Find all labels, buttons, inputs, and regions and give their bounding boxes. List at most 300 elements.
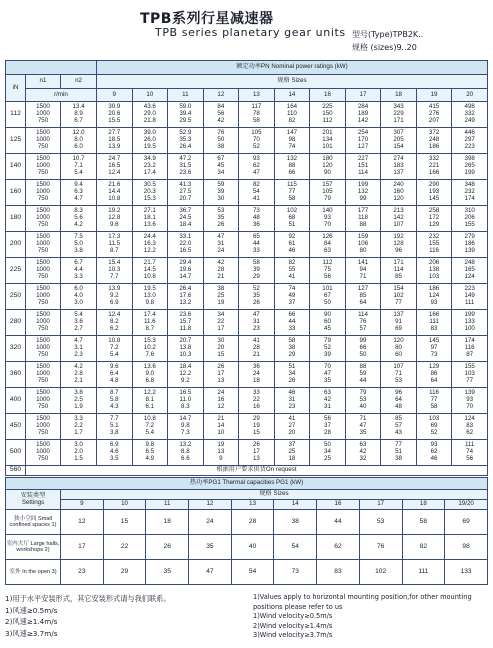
ratio-cell: 160 <box>6 180 26 206</box>
power-cell: 201 134 101 <box>310 128 346 154</box>
note-line-cn: 1)风速≥0.5m/s <box>5 605 58 615</box>
power-cell: 47 31 24 <box>203 232 239 258</box>
power-cell: 137 91 69 <box>381 310 417 336</box>
power-cell: 7.7 5.1 3.8 <box>97 414 133 440</box>
table-row <box>6 362 488 388</box>
power-cell: 17.3 11.5 8.7 <box>97 232 133 258</box>
power-cell: 155 103 77 <box>452 362 488 388</box>
n2-cell: 8.3 5.6 4.2 <box>61 206 97 232</box>
thermal-cell: 26 <box>146 535 189 560</box>
table-row <box>6 232 488 258</box>
size-col-header: 12 <box>203 89 239 102</box>
power-cell: 37 25 18 <box>274 440 310 466</box>
power-cell: 248 165 124 <box>452 258 488 284</box>
ratio-cell: 320 <box>6 336 26 362</box>
power-cell: 33.1 22.0 16.5 <box>168 232 204 258</box>
power-cell: 206 138 103 <box>416 258 452 284</box>
power-cell: 65 44 33 <box>239 232 275 258</box>
power-cell: 12.4 8.2 6.2 <box>97 310 133 336</box>
power-cell: 8.7 5.8 4.3 <box>97 388 133 414</box>
thermal-size-col-header: 16 <box>317 500 360 510</box>
power-cell: 111 74 56 <box>452 440 488 466</box>
power-cell: 15.3 10.2 7.6 <box>132 336 168 362</box>
power-cell: 66 44 33 <box>274 310 310 336</box>
power-cell: 18.4 12.2 9.2 <box>168 362 204 388</box>
power-cell: 19.2 12.8 9.6 <box>97 206 133 232</box>
power-cell: 10.8 7.2 5.4 <box>97 336 133 362</box>
thermal-cell: 102 <box>359 560 402 585</box>
power-cell: 29.4 19.6 14.7 <box>168 258 204 284</box>
n2-cell: 6.0 4.0 3.0 <box>61 284 97 310</box>
power-cell: 50 34 25 <box>310 440 346 466</box>
power-cell: 27.7 18.5 13.9 <box>97 128 133 154</box>
power-cell: 101 67 50 <box>310 284 346 310</box>
power-cell: 23.6 15.7 11.8 <box>168 310 204 336</box>
thermal-sizes-header: 规格 Sizes <box>61 490 488 500</box>
n2-cell: 10.7 7.1 5.4 <box>61 154 97 180</box>
power-cell: 279 186 139 <box>452 232 488 258</box>
power-cell: 79 52 39 <box>310 336 346 362</box>
ratings-corner <box>6 61 97 75</box>
power-cell: 290 193 145 <box>416 180 452 206</box>
size-col-header: 10 <box>132 89 168 102</box>
power-cell: 47 31 23 <box>239 310 275 336</box>
sizes-header: 规格 Sizes <box>97 75 488 89</box>
power-cell: 74 49 37 <box>274 284 310 310</box>
power-cell: 59.0 39.4 29.5 <box>168 102 204 128</box>
power-cell: 310 206 155 <box>452 206 488 232</box>
size-col-header: 20 <box>452 89 488 102</box>
thermal-table <box>5 477 488 585</box>
thermal-cell: 23 <box>61 560 104 585</box>
power-cell: 10.8 7.2 5.4 <box>132 414 168 440</box>
power-cell: 126 84 63 <box>310 232 346 258</box>
ratio-cell: 560 <box>6 466 26 476</box>
power-cell: 105 70 52 <box>239 128 275 154</box>
power-cell: 274 183 137 <box>381 154 417 180</box>
power-cell: 38 25 19 <box>203 284 239 310</box>
n2-cell: 4.7 3.1 2.3 <box>61 336 97 362</box>
power-cell: 166 111 83 <box>416 310 452 336</box>
power-cell: 20.7 13.8 10.3 <box>168 336 204 362</box>
thermal-cell: 12 <box>61 510 104 535</box>
type-info <box>352 28 423 54</box>
note-line-cn: 3)风速≥3.7m/s <box>5 628 58 638</box>
thermal-row <box>6 535 488 560</box>
power-cell: 114 76 57 <box>345 310 381 336</box>
thermal-cell: 111 <box>402 560 445 585</box>
ratio-cell: 180 <box>6 206 26 232</box>
power-cell: 112 75 56 <box>310 258 346 284</box>
power-cell: 199 133 100 <box>452 310 488 336</box>
power-cell: 186 124 93 <box>416 284 452 310</box>
power-cell: 415 276 207 <box>416 102 452 128</box>
type-label: 型号(Type)TPB2K.. <box>352 30 424 39</box>
col-in: iN <box>6 75 26 102</box>
power-cell: 17.4 11.6 8.7 <box>132 310 168 336</box>
thermal-cell: 58 <box>402 510 445 535</box>
power-cell: 41.3 27.5 20.7 <box>168 180 204 206</box>
on-request-cell: 根据用户要求供货On request <box>26 466 488 476</box>
power-cell: 15.4 10.3 7.7 <box>97 258 133 284</box>
power-cell: 26 17 13 <box>239 440 275 466</box>
power-cell: 77 51 38 <box>381 440 417 466</box>
power-cell: 96 64 48 <box>381 388 417 414</box>
table-row <box>6 206 488 232</box>
power-cell: 129 86 64 <box>416 362 452 388</box>
power-cell: 343 229 171 <box>381 102 417 128</box>
n1-cell: 1500 1000 750 <box>26 336 61 362</box>
power-cell: 132 88 66 <box>274 154 310 180</box>
power-cell: 164 110 82 <box>274 102 310 128</box>
thermal-size-col-header: 14 <box>274 500 317 510</box>
power-cell: 9.8 6.5 4.9 <box>132 440 168 466</box>
n1-cell: 1500 1000 750 <box>26 180 61 206</box>
power-cell: 159 106 80 <box>345 232 381 258</box>
col-n2: n2 <box>61 75 97 89</box>
power-cell: 93 62 46 <box>416 440 452 466</box>
n1-cell: 1500 1000 750 <box>26 128 61 154</box>
thermal-cell: 35 <box>146 560 189 585</box>
ratio-cell: 360 <box>6 362 26 388</box>
power-cell: 76 50 38 <box>203 128 239 154</box>
power-cell: 174 116 87 <box>452 336 488 362</box>
ratio-cell: 500 <box>6 440 26 466</box>
power-cell: 42 28 21 <box>203 258 239 284</box>
power-cell: 13.6 9.0 6.8 <box>132 362 168 388</box>
ratio-cell: 125 <box>6 128 26 154</box>
thermal-cell: 83 <box>317 560 360 585</box>
n2-cell: 5.4 3.6 2.7 <box>61 310 97 336</box>
power-cell: 33 22 16 <box>239 388 275 414</box>
ratings-table <box>5 60 488 476</box>
power-cell: 120 80 60 <box>381 336 417 362</box>
power-cell: 29 19 15 <box>239 414 275 440</box>
size-col-header: 16 <box>310 89 346 102</box>
n2-cell: 6.7 4.4 3.3 <box>61 258 97 284</box>
thermal-cell: 53 <box>359 510 402 535</box>
n1-cell: 1500 1000 750 <box>26 310 61 336</box>
ratio-cell: 200 <box>6 232 26 258</box>
thermal-cell: 54 <box>231 560 274 585</box>
power-cell: 82 55 41 <box>274 258 310 284</box>
col-rmin: r/min <box>26 89 97 102</box>
power-cell: 13.9 9.2 6.9 <box>97 284 133 310</box>
thermal-cell: 73 <box>274 560 317 585</box>
power-cell: 103 69 52 <box>416 414 452 440</box>
thermal-cell: 18 <box>146 510 189 535</box>
power-cell: 85 57 43 <box>381 414 417 440</box>
n2-cell: 12.0 8.0 6.0 <box>61 128 97 154</box>
thermal-size-col-header: 12 <box>189 500 232 510</box>
table-row <box>6 258 488 284</box>
power-cell: 117 78 58 <box>239 102 275 128</box>
size-col-header: 11 <box>168 89 204 102</box>
power-cell: 43.6 29.0 21.8 <box>132 102 168 128</box>
ratio-cell: 400 <box>6 388 26 414</box>
power-cell: 13.2 8.8 6.6 <box>168 440 204 466</box>
power-cell: 19.5 13.0 9.8 <box>132 284 168 310</box>
power-cell: 225 150 112 <box>310 102 346 128</box>
power-cell: 70 47 35 <box>310 362 346 388</box>
power-cell: 348 232 174 <box>452 180 488 206</box>
power-cell: 71 47 35 <box>345 414 381 440</box>
thermal-cell: 35 <box>189 535 232 560</box>
thermal-cell: 38 <box>274 510 317 535</box>
note-line-en: 3)Wind velocity≥3.7m/s <box>253 631 333 640</box>
power-cell: 63 42 32 <box>345 440 381 466</box>
power-cell: 30.9 20.6 15.5 <box>97 102 133 128</box>
power-cell: 21.7 14.5 10.8 <box>132 258 168 284</box>
setting-label: 狭小空间 Small confined spaces 1) <box>6 510 61 535</box>
power-cell: 24 16 12 <box>203 388 239 414</box>
n1-cell: 1500 1000 750 <box>26 102 61 128</box>
thermal-size-col-header: 19/20 <box>445 500 488 510</box>
thermal-cell: 28 <box>231 510 274 535</box>
power-cell: 36 24 18 <box>239 362 275 388</box>
power-cell: 46 31 23 <box>274 388 310 414</box>
power-cell: 47.2 31.5 23.6 <box>168 154 204 180</box>
power-cell: 79 53 40 <box>345 388 381 414</box>
power-cell: 154 102 77 <box>381 284 417 310</box>
power-cell: 9.6 6.4 4.8 <box>97 362 133 388</box>
n1-cell: 1500 1000 750 <box>26 388 61 414</box>
ratio-cell: 450 <box>6 414 26 440</box>
ratio-cell: 140 <box>6 154 26 180</box>
power-cell: 67 45 34 <box>203 154 239 180</box>
thermal-header: 热功率PG1 Thermal capacities PG1 (kW) <box>6 478 488 490</box>
power-cell: 139 93 70 <box>452 388 488 414</box>
thermal-cell: 98 <box>445 535 488 560</box>
power-cell: 56 37 28 <box>310 414 346 440</box>
n1-cell: 1500 1000 750 <box>26 258 61 284</box>
power-cell: 73 48 36 <box>239 206 275 232</box>
thermal-cell: 54 <box>274 535 317 560</box>
thermal-size-col-header: 10 <box>103 500 146 510</box>
note-line-cn: 1)用于水平安装形式，其它安装形式请与我们联系。 <box>5 594 171 603</box>
power-cell: 58 38 29 <box>274 336 310 362</box>
thermal-cell: 22 <box>103 535 146 560</box>
thermal-cell: 29 <box>103 560 146 585</box>
table-row <box>6 102 488 128</box>
power-cell: 199 132 99 <box>345 180 381 206</box>
power-cell: 92 61 46 <box>274 232 310 258</box>
power-cell: 332 221 166 <box>416 154 452 180</box>
power-cell: 34 22 17 <box>203 310 239 336</box>
n2-cell: 4.2 2.8 2.1 <box>61 362 97 388</box>
n2-cell: 7.5 5.0 3.8 <box>61 232 97 258</box>
power-cell: 34.9 23.2 17.4 <box>132 154 168 180</box>
power-cell: 140 93 70 <box>310 206 346 232</box>
notes-chinese <box>5 593 171 639</box>
power-cell: 26 17 13 <box>203 362 239 388</box>
power-cell: 27.1 18.1 13.6 <box>132 206 168 232</box>
power-cell: 180 120 90 <box>310 154 346 180</box>
note-line-en: 1)Values apply to horizontal mounting position,for other mounting positions please refer to us <box>253 593 472 611</box>
table-row <box>6 414 488 440</box>
power-cell: 88 59 44 <box>345 362 381 388</box>
power-cell: 52 35 26 <box>239 284 275 310</box>
thermal-cell: 69 <box>445 510 488 535</box>
power-cell: 59 39 30 <box>203 180 239 206</box>
power-cell: 41 28 21 <box>239 336 275 362</box>
thermal-cell: 40 <box>231 535 274 560</box>
size-col-header: 18 <box>381 89 417 102</box>
thermal-row <box>6 560 488 585</box>
power-cell: 14.7 9.8 7.3 <box>168 414 204 440</box>
power-cell: 41 27 20 <box>274 414 310 440</box>
power-cell: 157 105 79 <box>310 180 346 206</box>
title-block <box>0 0 493 56</box>
setting-label: 室内大厅 Large halls, workshops 2) <box>6 535 61 560</box>
thermal-size-col-header: 17 <box>359 500 402 510</box>
power-cell: 12.2 8.1 6.1 <box>132 388 168 414</box>
power-cell: 16.5 11.0 8.3 <box>168 388 204 414</box>
table-row <box>6 180 488 206</box>
n2-cell: 3.0 2.0 1.5 <box>61 440 97 466</box>
size-col-header: 17 <box>345 89 381 102</box>
power-cell: 21.6 14.4 10.8 <box>97 180 133 206</box>
settings-en: Settings <box>21 498 45 506</box>
n2-cell: 13.4 8.9 6.7 <box>61 102 97 128</box>
power-cell: 171 114 85 <box>381 258 417 284</box>
power-cell: 30 20 15 <box>203 336 239 362</box>
thermal-cell: 47 <box>189 560 232 585</box>
thermal-size-col-header: 18 <box>402 500 445 510</box>
power-cell: 124 83 62 <box>452 414 488 440</box>
table-row <box>6 128 488 154</box>
n1-cell: 1500 1000 750 <box>26 154 61 180</box>
size-col-header: 14 <box>274 89 310 102</box>
thermal-cell: 24 <box>189 510 232 535</box>
thermal-size-col-header: 9 <box>61 500 104 510</box>
ratio-cell: 225 <box>6 258 26 284</box>
power-cell: 127 85 64 <box>345 284 381 310</box>
power-cell: 223 149 111 <box>452 284 488 310</box>
thermal-size-col-header: 11 <box>146 500 189 510</box>
power-cell: 227 151 114 <box>345 154 381 180</box>
power-cell: 24.4 16.3 12.2 <box>132 232 168 258</box>
power-cell: 19 13 9 <box>203 440 239 466</box>
power-cell: 213 142 107 <box>381 206 417 232</box>
power-cell: 84 56 42 <box>203 102 239 128</box>
n2-cell: 3.3 2.2 1.7 <box>61 414 97 440</box>
power-cell: 116 77 58 <box>416 388 452 414</box>
note-line-en: 1)Wind velocity≥0.5m/s <box>253 612 333 621</box>
power-cell: 141 94 71 <box>345 258 381 284</box>
power-cell: 446 297 223 <box>452 128 488 154</box>
thermal-cell: 82 <box>402 535 445 560</box>
power-cell: 26.4 17.6 13.2 <box>168 284 204 310</box>
power-cell: 52.9 35.3 26.4 <box>168 128 204 154</box>
table-row <box>6 310 488 336</box>
power-cell: 99 66 50 <box>345 336 381 362</box>
size-label: 规格 (sizes)9..20 <box>352 43 417 52</box>
n1-cell: 1500 1000 750 <box>26 440 61 466</box>
power-cell: 39.0 26.0 19.5 <box>132 128 168 154</box>
power-cell: 21 14 10 <box>203 414 239 440</box>
power-cell: 36.7 24.5 18.4 <box>168 206 204 232</box>
table-row <box>6 466 488 476</box>
settings-header <box>6 490 61 510</box>
thermal-cell: 44 <box>317 510 360 535</box>
thermal-size-col-header: 13 <box>231 500 274 510</box>
power-cell: 107 71 53 <box>381 362 417 388</box>
power-cell: 90 60 45 <box>310 310 346 336</box>
table-row <box>6 336 488 362</box>
power-cell: 232 155 116 <box>416 232 452 258</box>
power-cell: 115 77 58 <box>274 180 310 206</box>
power-cell: 498 332 249 <box>452 102 488 128</box>
ratio-cell: 112 <box>6 102 26 128</box>
power-cell: 102 68 51 <box>274 206 310 232</box>
n1-cell: 1500 1000 750 <box>26 284 61 310</box>
n1-cell: 1500 1000 750 <box>26 232 61 258</box>
thermal-cell: 133 <box>445 560 488 585</box>
size-col-header: 9 <box>97 89 133 102</box>
thermal-cell: 76 <box>359 535 402 560</box>
n2-cell: 3.8 2.5 1.9 <box>61 388 97 414</box>
power-cell: 307 205 154 <box>381 128 417 154</box>
title-chinese: TPB系列行星减速器 <box>140 11 274 27</box>
thermal-cell: 15 <box>103 510 146 535</box>
table-row <box>6 154 488 180</box>
notes-english <box>253 593 489 641</box>
power-cell: 53 35 26 <box>203 206 239 232</box>
power-cell: 192 128 96 <box>381 232 417 258</box>
power-cell: 6.9 4.6 3.5 <box>97 440 133 466</box>
power-cell: 51 34 26 <box>274 362 310 388</box>
table-row <box>6 440 488 466</box>
power-cell: 398 265 199 <box>452 154 488 180</box>
power-cell: 145 97 73 <box>416 336 452 362</box>
ratio-cell: 250 <box>6 284 26 310</box>
power-cell: 63 42 31 <box>310 388 346 414</box>
power-cell: 24.7 16.5 12.4 <box>97 154 133 180</box>
note-line-en: 2)Wind velocity≥1.4m/s <box>253 621 333 630</box>
power-cell: 93 62 47 <box>239 154 275 180</box>
power-cell: 254 170 127 <box>345 128 381 154</box>
size-col-header: 19 <box>416 89 452 102</box>
thermal-cell: 62 <box>317 535 360 560</box>
thermal-row <box>6 510 488 535</box>
col-n1: n1 <box>26 75 61 89</box>
power-cell: 284 189 142 <box>345 102 381 128</box>
n1-cell: 1500 1000 750 <box>26 362 61 388</box>
title-english: TPB series planetary gear units <box>155 26 346 39</box>
setting-label: 室外 In the open 3) <box>6 560 61 585</box>
power-cell: 82 54 41 <box>239 180 275 206</box>
settings-cn: 安装类型 <box>20 491 46 499</box>
power-cell: 30.5 20.3 15.3 <box>132 180 168 206</box>
power-cell: 58 39 29 <box>239 258 275 284</box>
power-cell: 240 160 120 <box>381 180 417 206</box>
thermal-cell: 17 <box>61 535 104 560</box>
ratio-cell: 280 <box>6 310 26 336</box>
power-cell: 177 118 88 <box>345 206 381 232</box>
table-row <box>6 284 488 310</box>
n2-cell: 9.4 6.3 4.7 <box>61 180 97 206</box>
table-row <box>6 388 488 414</box>
power-cell: 147 98 74 <box>274 128 310 154</box>
ratings-header: 额定功率PN Nominal power ratings (kW) <box>97 61 488 75</box>
power-cell: 258 172 129 <box>416 206 452 232</box>
n1-cell: 1500 1000 750 <box>26 206 61 232</box>
note-line-cn: 2)风速≥1.4m/s <box>5 617 58 626</box>
n1-cell: 1500 1000 750 <box>26 414 61 440</box>
size-col-header: 13 <box>239 89 275 102</box>
power-cell: 372 248 186 <box>416 128 452 154</box>
